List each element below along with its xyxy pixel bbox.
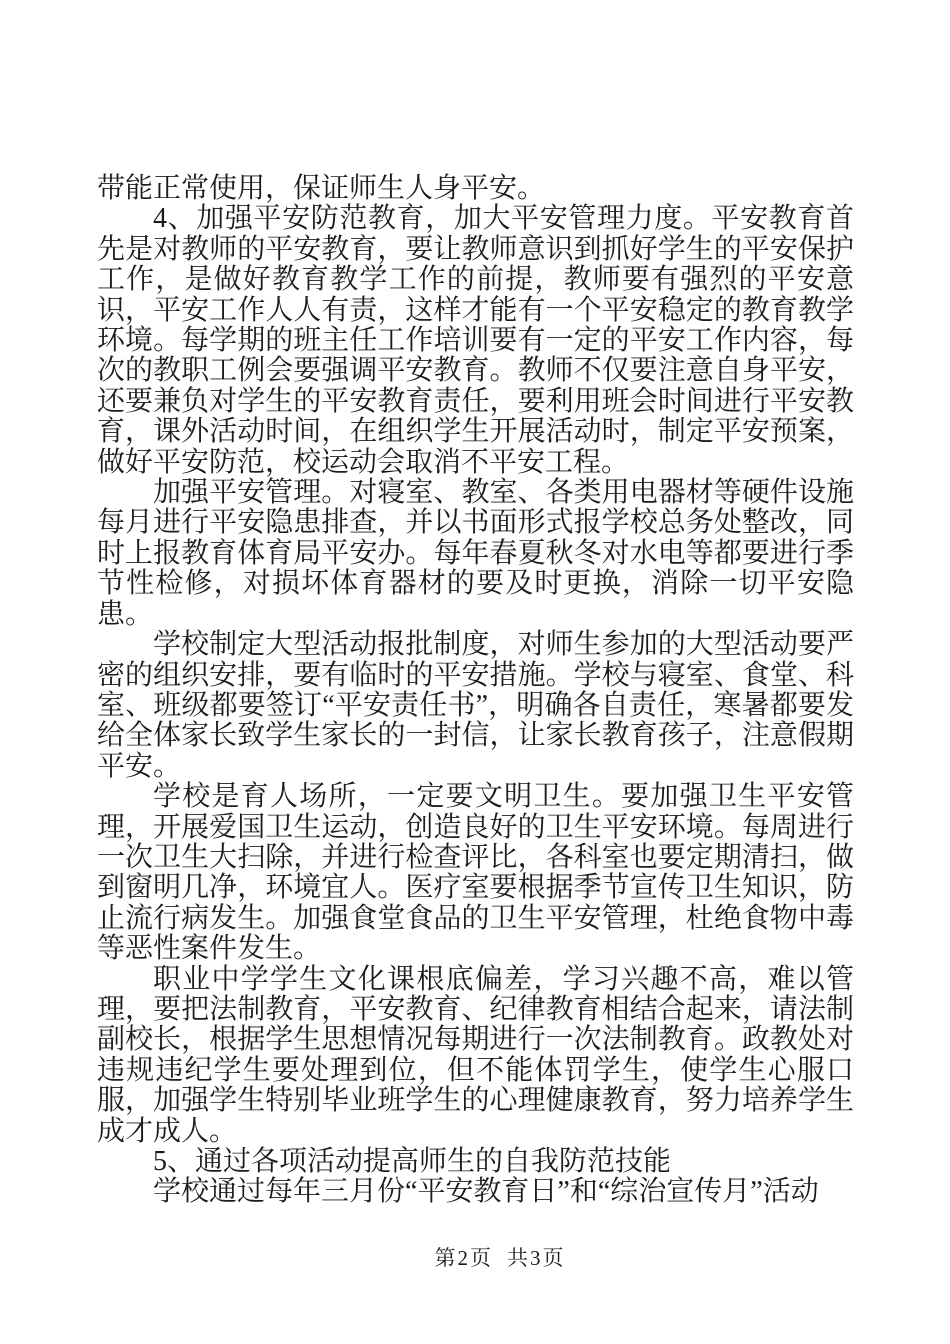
- paragraph: 学校通过每年三月份“平安教育日”和“综治宣传月”活动: [153, 1176, 819, 1208]
- paragraph: 带能正常使用，保证师生人身平安。: [97, 173, 546, 204]
- page-number-label: 第2页: [434, 1246, 493, 1270]
- paragraph: 加强平安管理。对寝室、教室、各类用电器材等硬件设施每月进行平安隐患排查，并以书面形式报学校总务处整改，同时上报教育体育局平安办。每年春夏秋冬对水电等都要进行季节性检修，对损坏体育器材的要及时更换，消除一切平安隐患。: [97, 477, 854, 630]
- page-total-label: 共3页: [507, 1246, 566, 1270]
- paragraph: 5、通过各项活动提高师生的自我防范技能: [153, 1146, 672, 1177]
- paragraph: 职业中学学生文化课根底偏差，学习兴趣不高，难以管理，要把法制教育，平安教育、纪律教育相结合起来，请法制副校长，根据学生思想情况每期进行一次法制教育。政教处对违规违纪学生要处理到位，但不能体罚学生，使学生心服口服，加强学生特别毕业班学生的心理健康教育，努力培养学生成才成人。: [97, 963, 854, 1147]
- paragraph: 学校制定大型活动报批制度，对师生参加的大型活动要严密的组织安排，要有临时的平安措施。学校与寝室、食堂、科室、班级都要签订“平安责任书”，明确各自责任，寒暑都要发给全体家长致学生家长的一封信，让家长教育孩子，注意假期平安。: [97, 629, 854, 782]
- page-footer: [50, 1242, 950, 1272]
- document-body: [97, 174, 854, 1208]
- paragraph: 学校是育人场所，一定要文明卫生。要加强卫生平安管理，开展爱国卫生运动，创造良好的卫生平安环境。每周进行一次卫生大扫除，并进行检查评比，各科室也要定期清扫，做到窗明几净，环境宜人。医疗室要根据季节宣传卫生知识，防止流行病发生。加强食堂食品的卫生平安管理，杜绝食物中毒等恶性案件发生。: [97, 781, 854, 965]
- paragraph: 4、加强平安防范教育，加大平安管理力度。平安教育首先是对教师的平安教育，要让教师意识到抓好学生的平安保护工作，是做好教育教学工作的前提，教师要有强烈的平安意识，平安工作人人有责，这样才能有一个平安稳定的教育教学环境。每学期的班主任工作培训要有一定的平安工作内容，每次的教职工例会要强调平安教育。教师不仅要注意自身平安，还要兼负对学生的平安教育责任，要利用班会时间进行平安教育，课外活动时间，在组织学生开展活动时，制定平安预案，做好平安防范，校运动会取消不平安工程。: [97, 203, 854, 478]
